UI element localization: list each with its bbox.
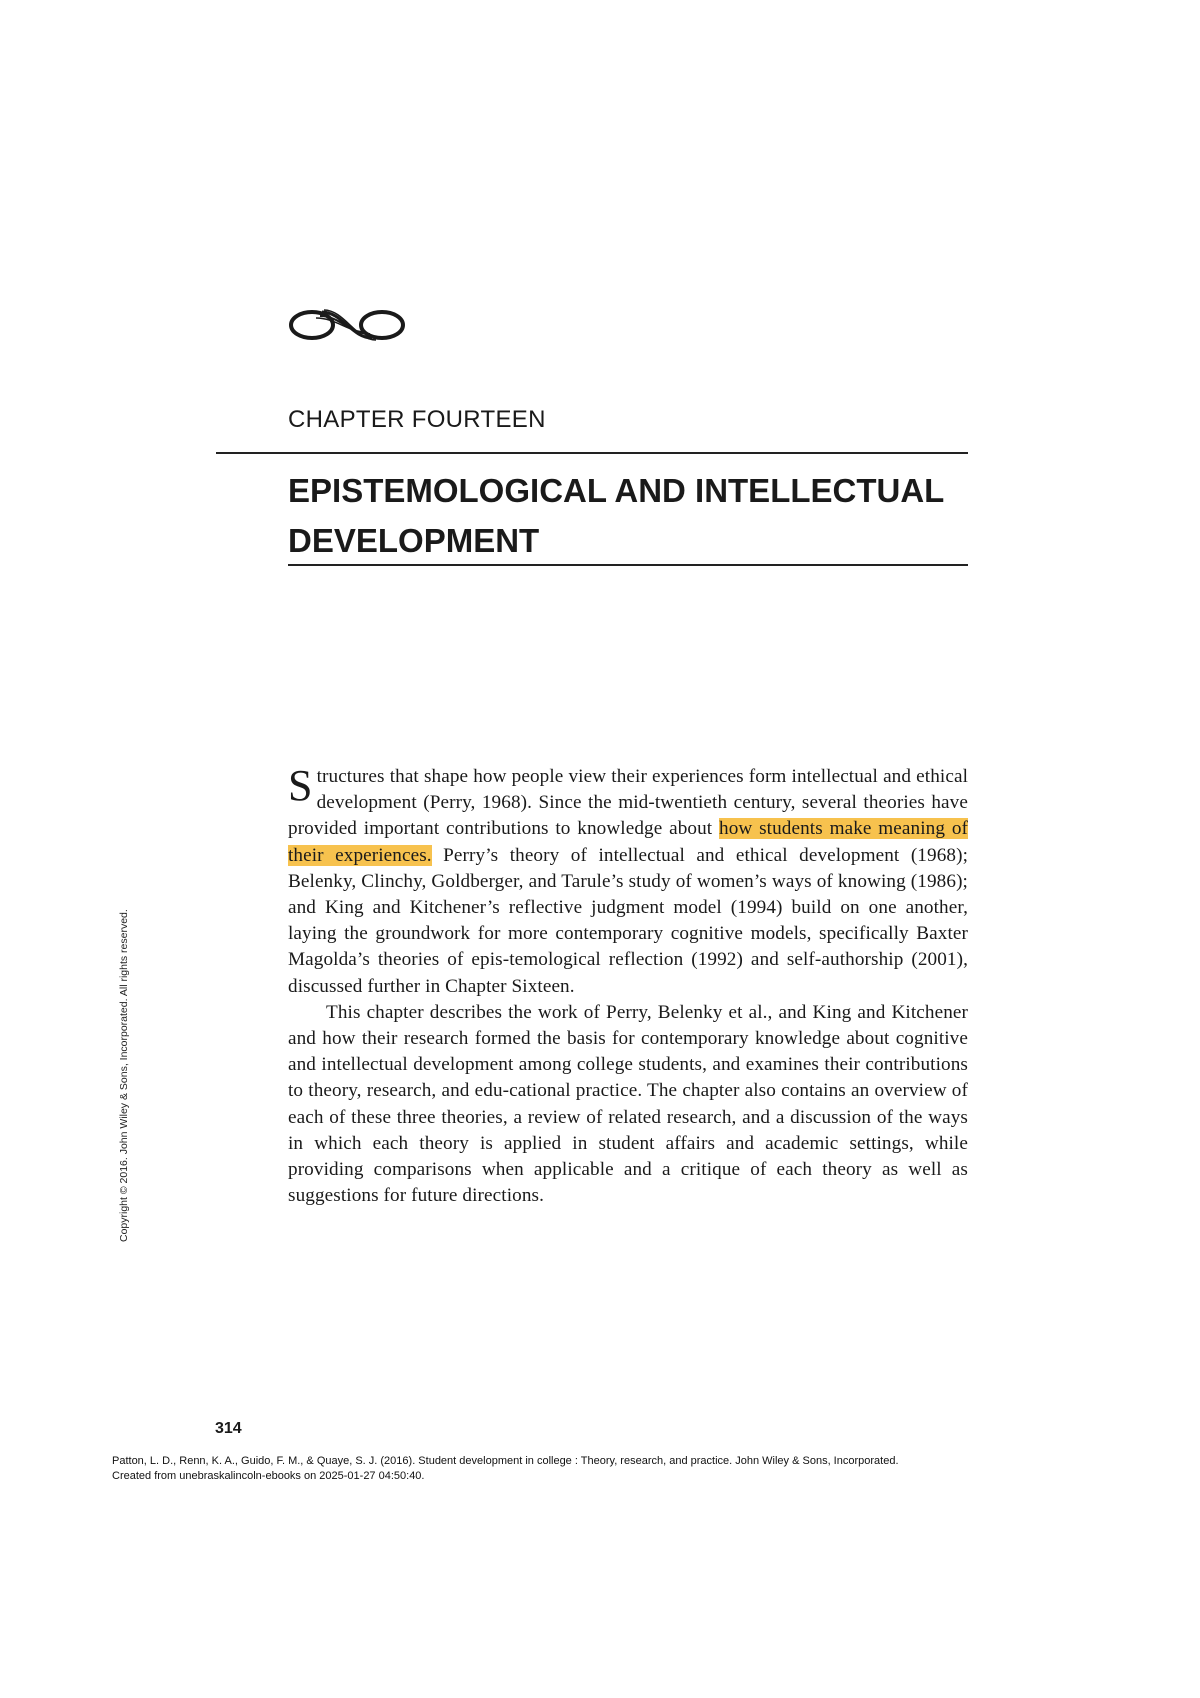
citation-footer	[112, 1454, 1112, 1484]
copyright-text: Copyright © 2016. John Wiley & Sons, Incorporated. All rights reserved.	[118, 909, 130, 1242]
decorative-flourish-icon	[286, 304, 408, 346]
paragraph-1	[288, 761, 968, 1000]
paragraph-2: This chapter describes the work of Perry, Belenky et al., and King and Kitchener and how their research formed the basis for contemporary knowledge about cognitive and intellectual development among college students, and examines their contributions to theory, research, and edu-cational practice. The chapter also contains an overview of each of these three theories, a review of related research, and a discussion of the ways in which each theory is applied in student affairs and academic settings, while providing comparisons when applicable and a critique of each theory as well as suggestions for future directions.	[288, 1001, 968, 1207]
paragraph-1-text-b: Perry’s theory of intellectual and ethical development (1968); Belenky, Clinchy, Goldberger, and Tarule’s study of women’s ways of knowing (1986); and King and Kitchener’s reflective judgment model (1994) build on one another, laying the groundwork for more contemporary cognitive models, specifically Baxter Magolda’s theories of epis-temological reflection (1992) and self-authorship (2001), discussed further in Chapter Sixteen.	[288, 844, 968, 997]
highlighted-text[interactable]: how students make meaning of their experiences.	[288, 818, 968, 866]
page-number: 314	[215, 1420, 242, 1437]
chapter-title: EPISTEMOLOGICAL AND INTELLECTUAL DEVELOPMENT	[288, 472, 944, 559]
drop-cap: S	[288, 761, 313, 810]
paragraph-1-text-a: tructures that shape how people view their experiences form intellectual and ethical development (Perry, 1968). Since the mid-twentieth century, several theories have provided important contributions to knowledge about	[288, 766, 968, 840]
chapter-number-label: CHAPTER FOURTEEN	[288, 406, 546, 433]
chapter-top-rule	[216, 452, 968, 454]
chapter-bottom-rule	[288, 564, 968, 566]
citation-line-2: Created from unebraskalincoln-ebooks on 2025-01-27 04:50:40.	[112, 1470, 425, 1482]
citation-line-1: Patton, L. D., Renn, K. A., Guido, F. M., & Quaye, S. J. (2016). Student development in college : Theory, research, and practice. John Wiley & Sons, Incorporated.	[112, 1455, 899, 1467]
chapter-body	[288, 761, 968, 1209]
